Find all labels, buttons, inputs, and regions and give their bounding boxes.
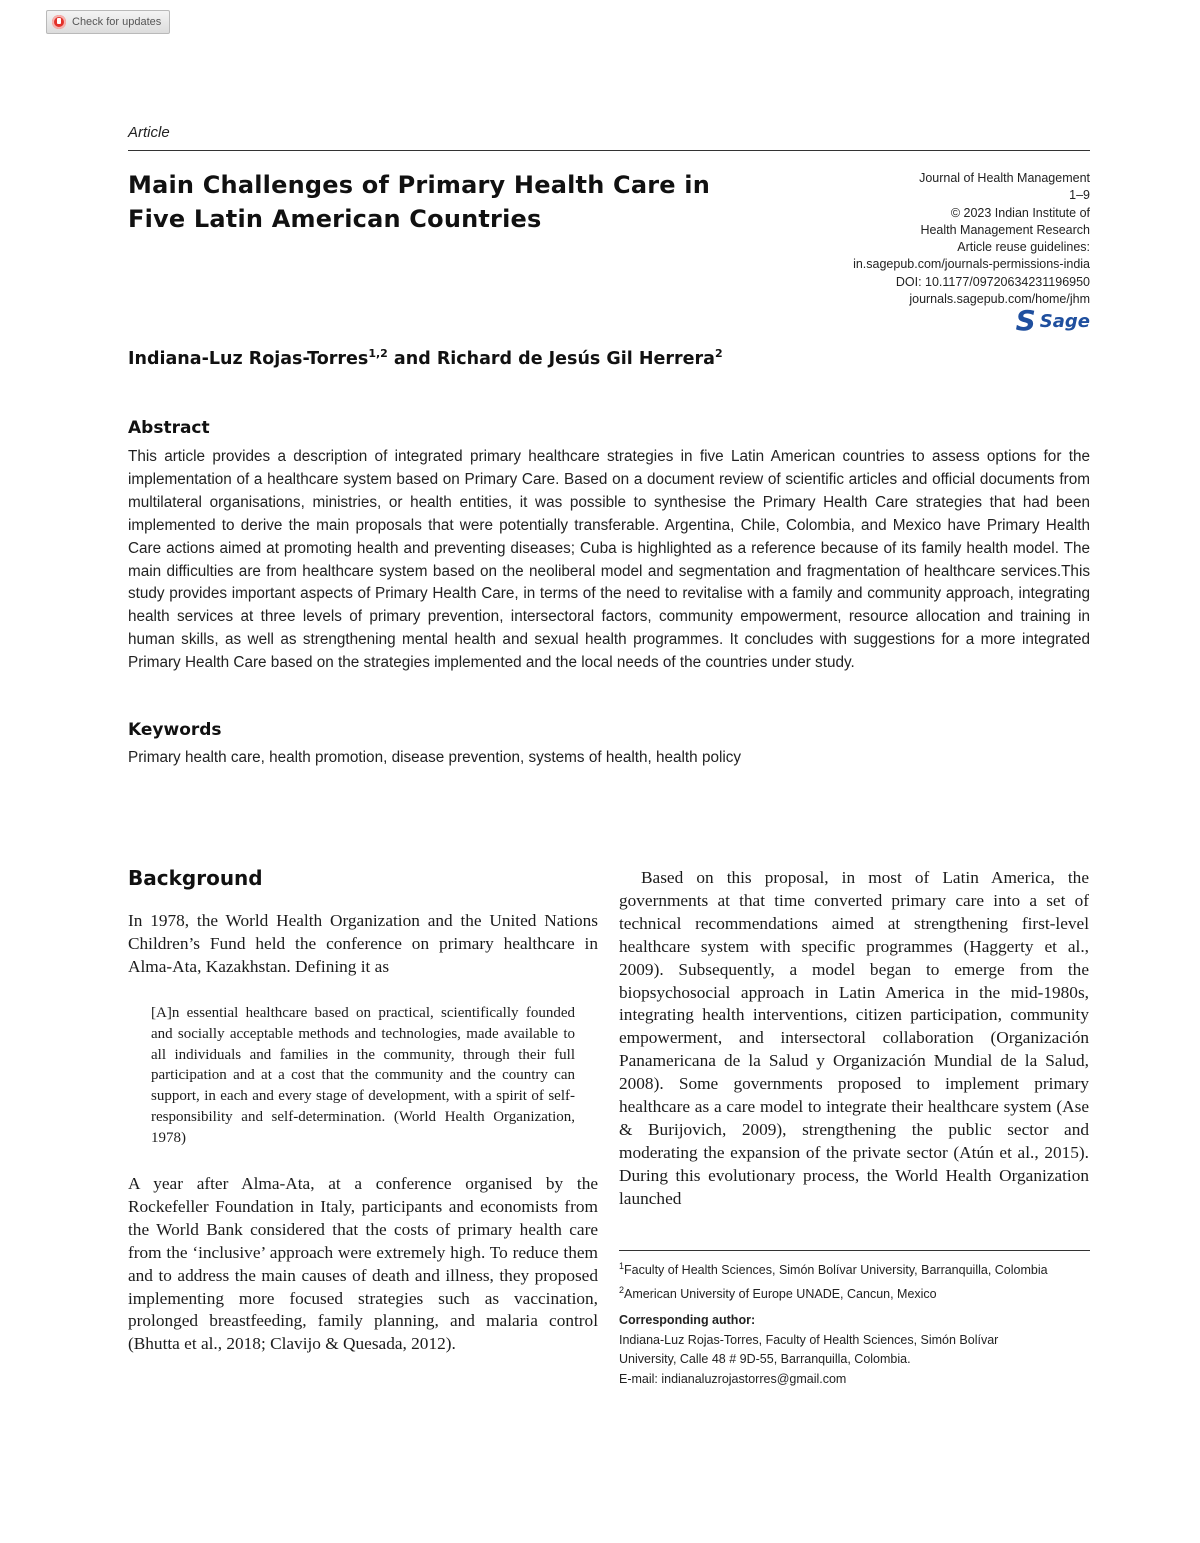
title-line-2: Five Latin American Countries <box>128 205 542 233</box>
background-paragraph-2: A year after Alma-Ata, at a conference organised by the Rockefeller Foundation in Italy, participants and economists from the World Bank considered that the costs of primary health care from the ‘inclusive’ approach were extremely high. To reduce them and to address the main causes of death and illness, they proposed implementing more focused strategies such as vaccination, prolonged breastfeeding, family planning, and malaria control (Bhutta et al., 2018; Clavijo & Quesada, 2012). <box>128 1174 598 1354</box>
block-quote: [A]n essential healthcare based on practical, scientifically founded and socially acceptable methods and technologies, made available to all individuals and families in the community, through their full participation and at a cost that the community and the country can support, in each and every stage of development, with a spirit of self-responsibility and self-determination. (World Health Organization, 1978) <box>151 1005 575 1146</box>
footnote-divider <box>619 1250 1090 1251</box>
author-1-name: Indiana-Luz Rojas-Torres <box>128 348 369 369</box>
sage-s-icon: S <box>1015 304 1036 337</box>
journal-info-block <box>770 170 1090 308</box>
reuse-guidelines-label: Article reuse guidelines: <box>957 240 1090 255</box>
article-title <box>128 168 808 236</box>
background-paragraph-3: Based on this proposal, in most of Latin America, the governments at that time converted primary care into a set of technical recommendations aimed at strengthening first-level healthcare system with specific programmes (Haggerty et al., 2009). Subsequently, a model began to emerge from the biopsychosocial approach in Latin America in the mid-1980s, integrating health interventions, citizen participation, community empowerment, and intersectoral collaboration (Organización Panamericana de la Salud y Organización Mundial de la Salud, 2008). Some governments proposed to implement primary healthcare as a care model to integrate their healthcare system (Ase & Burijovich, 2009), strengthening the public sector and moderating the expansion of the private sector (Atún et al., 2015). During this evolutionary process, the World Health Organization launched <box>619 868 1089 1208</box>
copyright-line-1: © 2023 Indian Institute of <box>950 205 1090 220</box>
keywords-text: Primary health care, health promotion, disease prevention, systems of health, health policy <box>128 749 742 766</box>
corresponding-author-line-2: University, Calle 48 # 9D-55, Barranquilla, Colombia. <box>619 1352 911 1367</box>
corresponding-author-email[interactable]: E-mail: indianaluzrojastorres@gmail.com <box>619 1371 847 1386</box>
author-conjunction: and <box>387 348 437 369</box>
author-line <box>128 347 723 369</box>
affiliation-1 <box>619 1257 1090 1281</box>
check-for-updates-label: Check for updates <box>72 16 162 28</box>
page-range: 1–9 <box>1069 188 1090 203</box>
affiliation-1-text: Faculty of Health Sciences, Simón Bolívar University, Barranquilla, Colombia <box>624 1263 1048 1278</box>
journal-name: Journal of Health Management <box>919 171 1090 185</box>
affiliation-2-text: American University of Europe UNADE, Cancun, Mexico <box>624 1286 937 1301</box>
background-paragraph-1: In 1978, the World Health Organization and the United Nations Children’s Fund held the conference on primary healthcare in Alma-Ata, Kazakhstan. Defining it as <box>128 911 598 976</box>
author-1-affiliation: 1,2 <box>368 347 388 360</box>
header-divider <box>128 150 1090 151</box>
background-heading: Background <box>128 866 263 890</box>
abstract-heading: Abstract <box>128 418 210 438</box>
copyright-line-2: Health Management Research <box>920 222 1090 237</box>
corresponding-author-line-1: Indiana-Luz Rojas-Torres, Faculty of Health Sciences, Simón Bolívar <box>619 1332 999 1347</box>
check-for-updates-button[interactable] <box>46 10 170 34</box>
article-type-label: Article <box>128 124 170 141</box>
affiliation-2-number: 2 <box>619 1284 625 1295</box>
sage-logo-text: Sage <box>1039 310 1090 332</box>
affiliation-2 <box>619 1281 1090 1305</box>
affiliation-1-number: 1 <box>619 1261 625 1271</box>
author-2-name: Richard de Jesús Gil Herrera <box>436 348 715 369</box>
journal-homepage-link[interactable]: journals.sagepub.com/home/jhm <box>909 292 1090 307</box>
keywords-heading: Keywords <box>128 720 222 740</box>
doi-link[interactable]: DOI: 10.1177/09720634231196950 <box>895 274 1090 289</box>
title-line-1: Main Challenges of Primary Health Care in <box>128 171 711 199</box>
abstract-text: This article provides a description of integrated primary healthcare strategies in five Latin American countries to assess options for the implementation of a healthcare system based on Primary Care. Based on a document review of scientific articles and official documents from multilateral organisations, ministries, or health entities, it was possible to synthesise the Primary Health Care strategies that had been implemented to derive the main proposals that were potentially transferable. Argentina, Chile, Colombia, and Mexico have Primary Health Care actions aimed at promoting health and preventing diseases; Cuba is highlighted as a reference because of its family health model. The main difficulties are from healthcare system based on the neoliberal model and segmentation and fragmentation of healthcare services.This study provides important aspects of Primary Health Care, in terms of the need to revitalise with a family and community approach, integrating health services at three levels of primary prevention, intersectoral factors, community empowerment, resource allocation and training in human skills, as well as strengthening mental health and sexual health programmes. It concludes with suggestions for a more integrated Primary Health Care based on the strategies implemented and the local needs of the countries under study. <box>128 448 1090 672</box>
reuse-guidelines-link[interactable]: in.sagepub.com/journals-permissions-india <box>853 257 1090 272</box>
corresponding-author-label: Corresponding author: <box>619 1313 756 1328</box>
sage-logo <box>1015 304 1090 337</box>
author-2-affiliation: 2 <box>714 347 723 360</box>
footnotes-block <box>619 1257 1090 1389</box>
crossmark-icon <box>52 15 66 29</box>
